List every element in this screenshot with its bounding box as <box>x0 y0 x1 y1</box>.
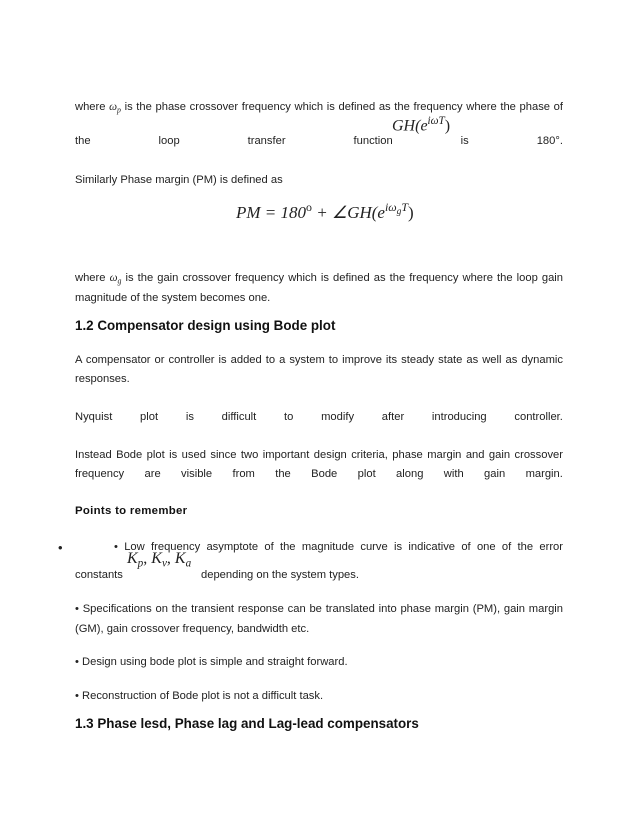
section-heading-1-2: 1.2 Compensator design using Bode plot <box>75 318 336 333</box>
word: Bode <box>311 468 338 480</box>
word: the <box>75 135 91 147</box>
bode-paragraph-line2 <box>75 467 563 481</box>
word: is <box>460 135 469 147</box>
error-constants-symbols: $K_p$, $K_v$, $K_a$ <box>127 550 192 570</box>
word: visible <box>181 468 213 480</box>
section-heading-1-3: 1.3 Phase lesd, Phase lag and Lag-lead compensators <box>75 716 419 731</box>
loop-transfer-function-formula: $GH(e^{i\omega T})$ <box>392 115 451 135</box>
word: are <box>144 468 161 480</box>
word: to <box>284 411 294 423</box>
bullet-1-constants-word: constants <box>75 569 123 581</box>
word: gain <box>484 468 506 480</box>
word: plot <box>357 468 376 480</box>
omega-g-symbol: $\omega_g$ <box>109 272 122 286</box>
compensator-paragraph-line2: responses. <box>75 373 130 385</box>
phase-crossover-definition-text: is the phase crossover frequency which is defined as the frequency where the phase of <box>124 101 563 113</box>
text-where: where <box>75 101 106 113</box>
word: difficult <box>221 411 257 423</box>
bullet-4: • Reconstruction of Bode plot is not a difficult task. <box>75 690 324 702</box>
bullet-2-line2: (GM), gain crossover frequency, bandwidth etc. <box>75 623 310 635</box>
word: loop <box>158 135 180 147</box>
word: is <box>185 411 194 423</box>
compensator-paragraph-line1: A compensator or controller is added to a system to improve its steady state as well as dynamic <box>75 354 563 366</box>
outer-bullet: • <box>58 540 63 555</box>
phase-margin-equation: PM = $180^o$ + $\angle GH(e^{i\omega_gT})$ <box>236 200 414 223</box>
word: along <box>396 468 424 480</box>
phase-crossover-paragraph-line1 <box>75 100 563 117</box>
word: controller. <box>514 411 563 423</box>
nyquist-paragraph <box>75 410 563 424</box>
word: function <box>353 135 393 147</box>
word: after <box>381 411 405 423</box>
word: modify <box>321 411 355 423</box>
gain-crossover-paragraph-line1 <box>75 271 563 288</box>
text-where: where <box>75 272 106 284</box>
gain-crossover-definition-text: is the gain crossover frequency which is defined as the frequency where the loop gain <box>125 272 564 284</box>
bullet-1-tail: depending on the system types. <box>201 569 359 581</box>
gain-crossover-paragraph-line2: magnitude of the system becomes one. <box>75 292 271 304</box>
phase-crossover-paragraph-line2 <box>75 134 563 148</box>
word: 180°. <box>536 135 563 147</box>
bullet-1-line1: • Low frequency asymptote of the magnitude curve is indicative of one of the error <box>114 541 563 553</box>
word: the <box>275 468 291 480</box>
phase-margin-intro: Similarly Phase margin (PM) is defined as <box>75 174 283 186</box>
word: with <box>443 468 464 480</box>
omega-p-symbol: $\omega_p$ <box>109 101 121 115</box>
word: transfer <box>247 135 286 147</box>
word: frequency <box>75 468 125 480</box>
bullet-3: • Design using bode plot is simple and straight forward. <box>75 656 348 668</box>
bullet-2-line1: • Specifications on the transient response can be translated into phase margin (PM), gain margin <box>75 603 563 615</box>
points-to-remember-heading: Points to remember <box>75 505 188 517</box>
word: Nyquist <box>75 411 113 423</box>
bode-paragraph-line1: Instead Bode plot is used since two important design criteria, phase margin and gain crossover <box>75 449 563 461</box>
word: margin. <box>525 468 563 480</box>
word: plot <box>140 411 159 423</box>
word: introducing <box>431 411 487 423</box>
word: from <box>232 468 255 480</box>
